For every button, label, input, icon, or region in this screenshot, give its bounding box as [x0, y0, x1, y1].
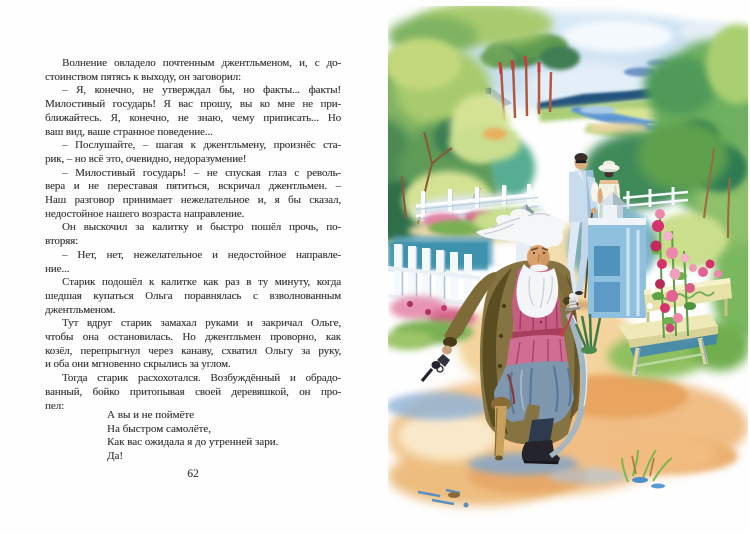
text-line: – Милостивый государь! – не спуская глаз с револь- [62, 166, 341, 179]
text-line: стоинством пятясь к выходу, он заговорил: [45, 70, 241, 83]
text-line: ванный, бойко притопывая своей деревяшкой, он про- [45, 385, 341, 398]
sunglasses [576, 161, 587, 164]
text-line: ваш вид, ваше странное поведение... [45, 125, 213, 138]
text-line: козёл, перепрыгнул через канаву, схватил Ольгу за руку, [45, 344, 341, 357]
text-line: вторяя: [45, 235, 79, 248]
text-line: ние... [45, 262, 70, 275]
verse-line: Как вас ожидала я до утренней зари. [107, 436, 279, 449]
illustration [388, 6, 748, 526]
old-man-beard [517, 264, 559, 318]
text-line: – Послушайте, – шагая к джентльмену, произнёс ста- [62, 139, 341, 152]
page-number: 62 [187, 468, 199, 480]
verse-line: Да! [107, 449, 124, 462]
left-page-text [45, 57, 341, 413]
text-line: Тогда старик расхохотался. Возбуждённый и обрадо- [62, 372, 341, 385]
text-line: Милостивый государь! Я вас прошу, вы ко мне не при- [45, 98, 341, 111]
gun-hand [442, 346, 452, 355]
text-line: ближайтесь. Я, конечно, не знаю, чему приписать... Но [45, 111, 341, 124]
gate-blue-panel [588, 218, 646, 318]
text-line: шедшая купаться Ольга поравнялась с взволнованным [45, 289, 341, 302]
text-line: Тут вдруг старик замахал руками и закричал Ольге, [62, 317, 341, 330]
text-line: рик, – но всё это, очевидно, недоразумение! [45, 152, 247, 165]
text-line: чтобы она остановилась. Но джентльмен проворно, как [45, 331, 341, 344]
verse-line: На быстром самолёте, [107, 422, 211, 435]
text-line: Он выскочил за калитку и быстро пошёл прочь, по- [62, 221, 341, 234]
revolver [422, 354, 450, 381]
text-line: пел: [45, 399, 64, 412]
text-line: Волнение овладело почтенным джентльменом, и, с до- [62, 57, 341, 69]
text-line: вера и не переставая пятиться, вскричал джентльмен. – [45, 180, 341, 193]
verse-block [45, 409, 341, 463]
text-line: Наш разговор принимает нежелательное и, я бы сказал, [45, 194, 341, 207]
text-line: – Нет, нет, нежелательное и недостойное направле- [62, 248, 341, 261]
text-line: – Я, конечно, не утверждал бы, но факты... факты! [62, 84, 341, 97]
text-line: джентльменом. [45, 303, 116, 316]
text-line: и оба они мгновенно скрылись за углом. [45, 358, 231, 371]
verse-line: А вы и не поймёте [107, 409, 194, 421]
text-line: недостойное нашего возраста направление. [45, 207, 245, 220]
text-line: Старик подошёл к калитке как раз в ту минуту, когда [62, 276, 341, 289]
